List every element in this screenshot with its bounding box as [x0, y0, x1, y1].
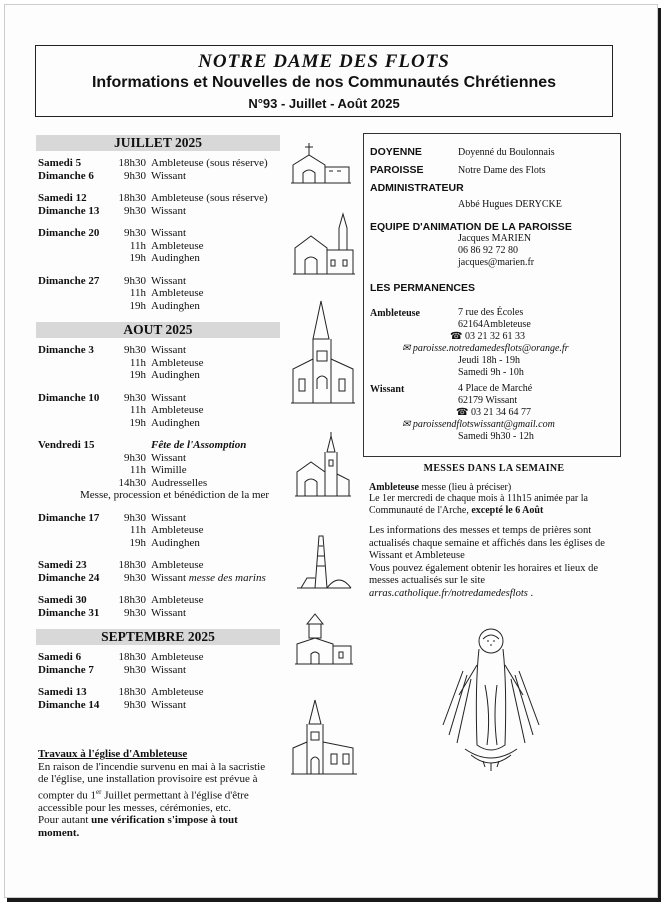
- page: [4, 4, 658, 898]
- schedule-row: [38, 607, 278, 620]
- schedule-row: [38, 357, 278, 370]
- schedule-day: [38, 357, 114, 370]
- schedule-day: [38, 287, 114, 300]
- schedule-time: 11h: [129, 287, 146, 299]
- schedule-day: Dimanche 31: [38, 606, 100, 619]
- schedule-day: Dimanche 7: [38, 663, 94, 676]
- schedule-place: Audinghen: [151, 252, 200, 264]
- schedule-day: [38, 537, 114, 550]
- schedule-row: [38, 651, 278, 664]
- schedule-place: Wimille: [151, 464, 187, 476]
- schedule-day: Samedi 5: [38, 157, 82, 169]
- schedule-day: [38, 464, 114, 477]
- schedule-row: [38, 392, 278, 405]
- schedule-place: Audinghen: [151, 536, 200, 549]
- schedule-place: Wissant: [151, 451, 186, 464]
- schedule-place: Ambleteuse: [151, 239, 204, 252]
- schedule-time: 18h30: [118, 192, 146, 204]
- schedule-row: [38, 452, 278, 465]
- schedule-time: 18h30: [118, 686, 146, 698]
- schedule-row: [38, 664, 278, 677]
- schedule-row: [38, 227, 278, 240]
- schedule-place: Wissant: [151, 169, 186, 182]
- schedule-day: Dimanche 3: [38, 344, 94, 356]
- schedule-time: 9h30: [124, 511, 146, 524]
- doyenne-label: DOYENNE: [370, 146, 422, 158]
- schedule-time: 9h30: [124, 274, 146, 287]
- schedule-row: [38, 287, 278, 300]
- ambleteuse-email-row[interactable]: ✉ paroisse.notredamedesflots@orange.fr: [402, 343, 569, 354]
- administrator-label: ADMINISTRATEUR: [370, 182, 464, 194]
- schedule-place: Audresselles: [151, 476, 208, 489]
- wissant-email-row[interactable]: ✉ paroissendflotswissant@gmail.com: [402, 419, 555, 430]
- church-sketch-icon: [289, 137, 353, 187]
- schedule-place: Ambleteuse: [151, 356, 204, 369]
- schedule-row: [38, 489, 278, 502]
- phone-icon: ☎: [450, 331, 463, 342]
- schedule-row: [38, 404, 278, 417]
- month-header: SEPTEMBRE 2025: [36, 629, 280, 645]
- schedule-place: Ambleteuse: [151, 686, 204, 698]
- schedule-place: Wissant: [151, 606, 186, 619]
- madonna-drawing-icon: [435, 625, 545, 775]
- schedule-place: Wissant: [151, 663, 186, 676]
- schedule-day: [38, 417, 114, 430]
- schedule-row: [38, 369, 278, 382]
- schedule-place: Wissant: [151, 227, 186, 239]
- schedule-time: 9h30: [124, 169, 146, 182]
- schedule-row: [38, 252, 278, 265]
- schedule-place: Ambleteuse (sous réserve): [151, 157, 268, 169]
- wissant-address: 4 Place de Marché: [458, 383, 533, 394]
- administrator-value: Abbé Hugues DERYCKE: [458, 199, 562, 210]
- schedule-place: Wissant: [151, 391, 186, 404]
- schedule-time: 9h30: [124, 391, 146, 404]
- schedule-time: 11h: [129, 356, 146, 369]
- schedule-time: 18h30: [118, 157, 146, 169]
- schedule-place: [151, 439, 246, 452]
- schedule-place: Audinghen: [151, 416, 200, 429]
- schedule-day: [38, 252, 114, 265]
- schedule-time: 11h: [129, 464, 146, 476]
- ambleteuse-hours-1: Jeudi 18h - 19h: [458, 355, 520, 366]
- schedule-row: [38, 524, 278, 537]
- schedule-time: 9h30: [124, 227, 146, 239]
- phone-icon: ☎: [456, 407, 469, 418]
- parish-info-box: [363, 133, 621, 457]
- wissant-hours: Samedi 9h30 - 12h: [458, 431, 534, 442]
- schedule-time: 9h30: [124, 571, 146, 584]
- schedule-day: Dimanche 27: [38, 274, 100, 287]
- wissant-phone-row: ☎ 03 21 34 64 77: [456, 407, 531, 418]
- weekday-masses-title: MESSES DANS LA SEMAINE: [423, 463, 565, 474]
- header-box: [35, 45, 613, 117]
- equipe-name: Jacques MARIEN: [458, 233, 532, 244]
- schedule-place: Ambleteuse (sous réserve): [151, 192, 268, 204]
- schedule-day: Vendredi 15: [38, 439, 95, 451]
- equipe-email[interactable]: jacques@marien.fr: [458, 257, 535, 268]
- schedule-row: [38, 699, 278, 712]
- works-text: En raison de l'incendie survenu en mai à la sacristie de l'église, une installation provisoire est prévue à compter du 1er Juillet permettant à l'église d'être accessible pour les messes, cérémonies, etc.: [38, 760, 266, 814]
- church-sketch-icon: [291, 299, 355, 409]
- schedule-day: Dimanche 20: [38, 227, 100, 239]
- equipe-label: EQUIPE D'ANIMATION DE LA PAROISSE: [370, 221, 572, 233]
- church-sketch-icon: [291, 210, 357, 278]
- issue-number: N°93 - Juillet - Août 2025: [248, 96, 400, 111]
- schedule-row: [38, 240, 278, 253]
- permanences-label: LES PERMANENCES: [370, 282, 476, 294]
- schedule-time: 19h: [129, 252, 146, 264]
- schedule-time: 19h: [129, 536, 146, 549]
- works-warning: Pour autant une vérification s'impose à tout moment.: [38, 814, 238, 839]
- schedule-day: Dimanche 14: [38, 698, 100, 711]
- schedule-day: Dimanche 13: [38, 204, 100, 217]
- schedule-day: [38, 452, 114, 465]
- ambleteuse-hours-2: Samedi 9h - 10h: [458, 367, 524, 378]
- schedule-time: 9h30: [124, 606, 146, 619]
- schedule-time: 18h30: [118, 651, 146, 663]
- schedule-time: 14h30: [118, 476, 146, 489]
- schedule-extra: Messe, procession et bénédiction de la mer: [80, 489, 270, 501]
- schedule-place: Wissant: [151, 344, 186, 356]
- schedule-day: Samedi 30: [38, 594, 87, 606]
- website-paragraph: Vous pouvez également obtenir les horaires et lieux de messes actualisés sur le site arras.catholique.fr/notredamedesflots .: [369, 562, 598, 599]
- schedule-place: Ambleteuse: [151, 651, 204, 663]
- schedule-row: [38, 157, 278, 170]
- schedule-row: [38, 537, 278, 550]
- schedule-day: [38, 240, 114, 253]
- schedule-time: 19h: [129, 369, 146, 381]
- schedule-row: [38, 464, 278, 477]
- church-sketch-icon: [293, 610, 355, 668]
- schedule-time: 19h: [129, 416, 146, 429]
- schedule-time: 9h30: [124, 451, 146, 464]
- schedule-day: [38, 524, 114, 537]
- schedule-place: Wissant: [151, 698, 186, 711]
- ambleteuse-phone-row: ☎ 03 21 32 61 33: [450, 331, 525, 342]
- schedule-place: Audinghen: [151, 369, 200, 381]
- equipe-phone: 06 86 92 72 80: [458, 245, 518, 256]
- schedule-row: [38, 439, 278, 452]
- schedule-day: Dimanche 24: [38, 571, 100, 584]
- schedule-row: [38, 572, 278, 585]
- doyenne-value: Doyenné du Boulonnais: [458, 147, 555, 158]
- schedule-row: [38, 192, 278, 205]
- mass-schedule: [38, 135, 278, 721]
- schedule-row: [38, 300, 278, 313]
- website-link[interactable]: arras.catholique.fr/notredamedesflots: [369, 587, 528, 599]
- wissant-label: Wissant: [370, 384, 405, 395]
- wissant-postcode: 62179 Wissant: [458, 395, 518, 406]
- schedule-time: 9h30: [124, 698, 146, 711]
- schedule-row: [38, 170, 278, 183]
- ambleteuse-label: Ambleteuse: [370, 308, 420, 319]
- schedule-time: 11h: [129, 404, 146, 416]
- schedule-row: [38, 512, 278, 525]
- schedule-row: [38, 344, 278, 357]
- schedule-day: Samedi 12: [38, 192, 87, 204]
- page-title: NOTRE DAME DES FLOTS: [198, 51, 450, 72]
- schedule-time: 18h30: [118, 559, 146, 571]
- schedule-time: 11h: [129, 524, 146, 536]
- month-header: AOUT 2025: [36, 322, 280, 338]
- schedule-place: Wissant messe des marins: [151, 571, 266, 584]
- schedule-time: 9h30: [124, 663, 146, 676]
- envelope-icon: ✉: [402, 343, 411, 354]
- schedule-row: [38, 559, 278, 572]
- schedule-day: Dimanche 17: [38, 511, 100, 524]
- schedule-note: messe des marins: [188, 571, 266, 584]
- weekday-arche: Le 1er mercredi de chaque mois à 11h15 animée par la Communauté de l'Arche, excepté le 6 Août: [369, 493, 588, 516]
- schedule-note: Fête de l'Assomption: [151, 439, 247, 451]
- schedule-day: Dimanche 10: [38, 391, 100, 404]
- schedule-time: 9h30: [124, 344, 146, 356]
- schedule-time: 9h30: [124, 204, 146, 217]
- schedule-place: Ambleteuse: [151, 524, 204, 536]
- schedule-place: Ambleteuse: [151, 287, 204, 299]
- envelope-icon: ✉: [402, 419, 411, 430]
- paroisse-label: PAROISSE: [370, 164, 424, 176]
- schedule-day: [38, 369, 114, 382]
- month-header: JUILLET 2025: [36, 135, 280, 151]
- weekday-ambleteuse: Ambleteuse messe (lieu à préciser): [369, 481, 512, 493]
- schedule-time: 19h: [129, 299, 146, 312]
- church-sketch-icon: [293, 532, 355, 592]
- works-notice: [38, 748, 268, 839]
- schedule-row: [38, 275, 278, 288]
- schedule-place: Ambleteuse: [151, 404, 204, 416]
- works-title: Travaux à l'église d'Ambleteuse: [38, 748, 188, 760]
- info-paragraph: Les informations des messes et temps de prières sont actualisés chaque semaine et affichés dans les églises de Wissant et Ambleteuse: [369, 525, 605, 561]
- schedule-place: Wissant: [151, 274, 186, 287]
- schedule-place: Ambleteuse: [151, 594, 204, 606]
- schedule-row: [38, 594, 278, 607]
- schedule-place: Audinghen: [151, 299, 200, 312]
- ambleteuse-address: 7 rue des Écoles: [458, 307, 524, 318]
- schedule-day: Samedi 6: [38, 651, 82, 663]
- schedule-day: [38, 300, 114, 313]
- schedule-day: Dimanche 6: [38, 169, 94, 182]
- ambleteuse-postcode: 62164Ambleteuse: [458, 319, 531, 330]
- church-sketch-icon: [293, 430, 353, 500]
- schedule-row: [38, 477, 278, 490]
- schedule-day: Samedi 13: [38, 686, 87, 698]
- schedule-time: 11h: [129, 239, 146, 252]
- weekday-masses: [369, 463, 619, 600]
- schedule-place: Wissant: [151, 204, 186, 217]
- schedule-time: [114, 439, 151, 452]
- schedule-day: [38, 404, 114, 417]
- church-sketch-icon: [291, 698, 357, 778]
- schedule-day: [38, 477, 114, 490]
- page-subtitle: Informations et Nouvelles de nos Communautés Chrétiennes: [91, 74, 557, 91]
- schedule-row: [38, 417, 278, 430]
- schedule-row: [38, 686, 278, 699]
- paroisse-value: Notre Dame des Flots: [458, 165, 546, 176]
- schedule-row: [38, 205, 278, 218]
- schedule-time: 18h30: [118, 594, 146, 606]
- schedule-place: Ambleteuse: [151, 559, 204, 571]
- schedule-place: Wissant: [151, 511, 186, 524]
- schedule-day: Samedi 23: [38, 559, 87, 571]
